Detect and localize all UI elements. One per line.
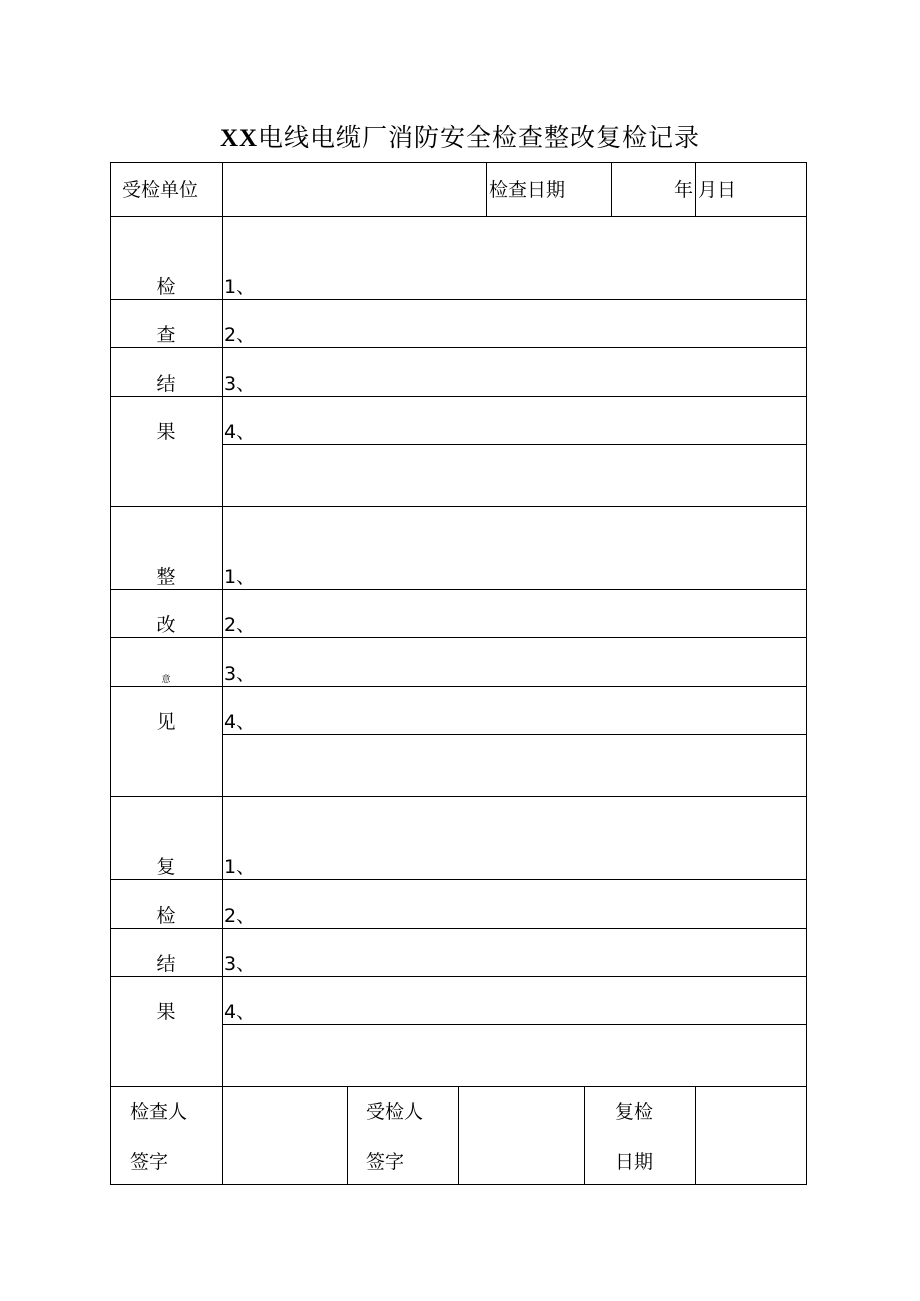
rectification-item[interactable]: 2、 (224, 614, 256, 636)
inspection-results-label-char: 检 (156, 276, 176, 298)
recheck-results-label-char: 复 (156, 856, 176, 878)
footer-divider (695, 1086, 696, 1184)
label-column-divider (222, 162, 223, 1184)
recheck-results-label-char: 检 (156, 905, 176, 927)
recheck-result-item[interactable]: 2、 (224, 905, 256, 927)
footer-divider (458, 1086, 459, 1184)
header-divider (611, 162, 612, 216)
footer-divider (347, 1086, 348, 1184)
inspectee-signature-label-2: 签字 (366, 1151, 405, 1173)
footer-divider (584, 1086, 585, 1184)
title-prefix: XX (219, 125, 259, 152)
table-rule (110, 686, 807, 687)
table-right-border (806, 162, 807, 1184)
inspection-results-label-char: 果 (156, 421, 176, 443)
table-rule (110, 976, 807, 977)
table-rule (222, 444, 807, 445)
inspection-results-label-char: 查 (156, 324, 176, 346)
table-rule (110, 347, 807, 348)
inspectee-signature-label: 受检人 (366, 1101, 424, 1123)
table-rule (222, 1024, 807, 1025)
inspection-result-item[interactable]: 3、 (224, 373, 256, 395)
recheck-result-item[interactable]: 4、 (224, 1001, 256, 1023)
header-divider (695, 162, 696, 216)
table-rule (110, 396, 807, 397)
inspection-results-label-char: 结 (156, 373, 176, 395)
recheck-date-label: 复检 (615, 1101, 654, 1123)
rectification-label-char: 改 (156, 614, 176, 636)
title-main: 电线电缆厂消防安全检查整改复检记录 (258, 123, 701, 152)
month-day-label: 月日 (698, 179, 737, 201)
inspected-unit-label: 受检单位 (122, 179, 199, 201)
rectification-item[interactable]: 4、 (224, 711, 256, 733)
table-rule (222, 734, 807, 735)
rectification-label-char: 意 (161, 675, 171, 685)
recheck-result-item[interactable]: 3、 (224, 953, 256, 975)
table-rule (110, 928, 807, 929)
recheck-results-label-char: 结 (156, 953, 176, 975)
table-rule (110, 216, 807, 217)
year-label: 年 (674, 179, 694, 201)
table-rule (110, 637, 807, 638)
recheck-date-label-2: 日期 (615, 1151, 654, 1173)
rectification-item[interactable]: 3、 (224, 663, 256, 685)
table-rule (110, 299, 807, 300)
inspection-result-item[interactable]: 2、 (224, 324, 256, 346)
table-rule (110, 506, 807, 507)
rectification-item[interactable]: 1、 (224, 566, 256, 588)
inspector-signature-label-2: 签字 (130, 1151, 169, 1173)
rectification-label-char: 整 (156, 566, 176, 588)
table-rule (110, 796, 807, 797)
recheck-results-label-char: 果 (156, 1001, 176, 1023)
header-divider (486, 162, 487, 216)
recheck-result-item[interactable]: 1、 (224, 856, 256, 878)
table-bottom-border (110, 1184, 807, 1185)
table-rule (110, 589, 807, 590)
inspection-result-item[interactable]: 1、 (224, 276, 256, 298)
table-top-border (110, 162, 807, 163)
inspection-date-label: 检查日期 (489, 179, 566, 201)
inspector-signature-label: 检查人 (130, 1101, 188, 1123)
table-rule (110, 879, 807, 880)
table-left-border (110, 162, 111, 1184)
inspection-result-item[interactable]: 4、 (224, 421, 256, 443)
rectification-label-char: 见 (156, 711, 176, 733)
